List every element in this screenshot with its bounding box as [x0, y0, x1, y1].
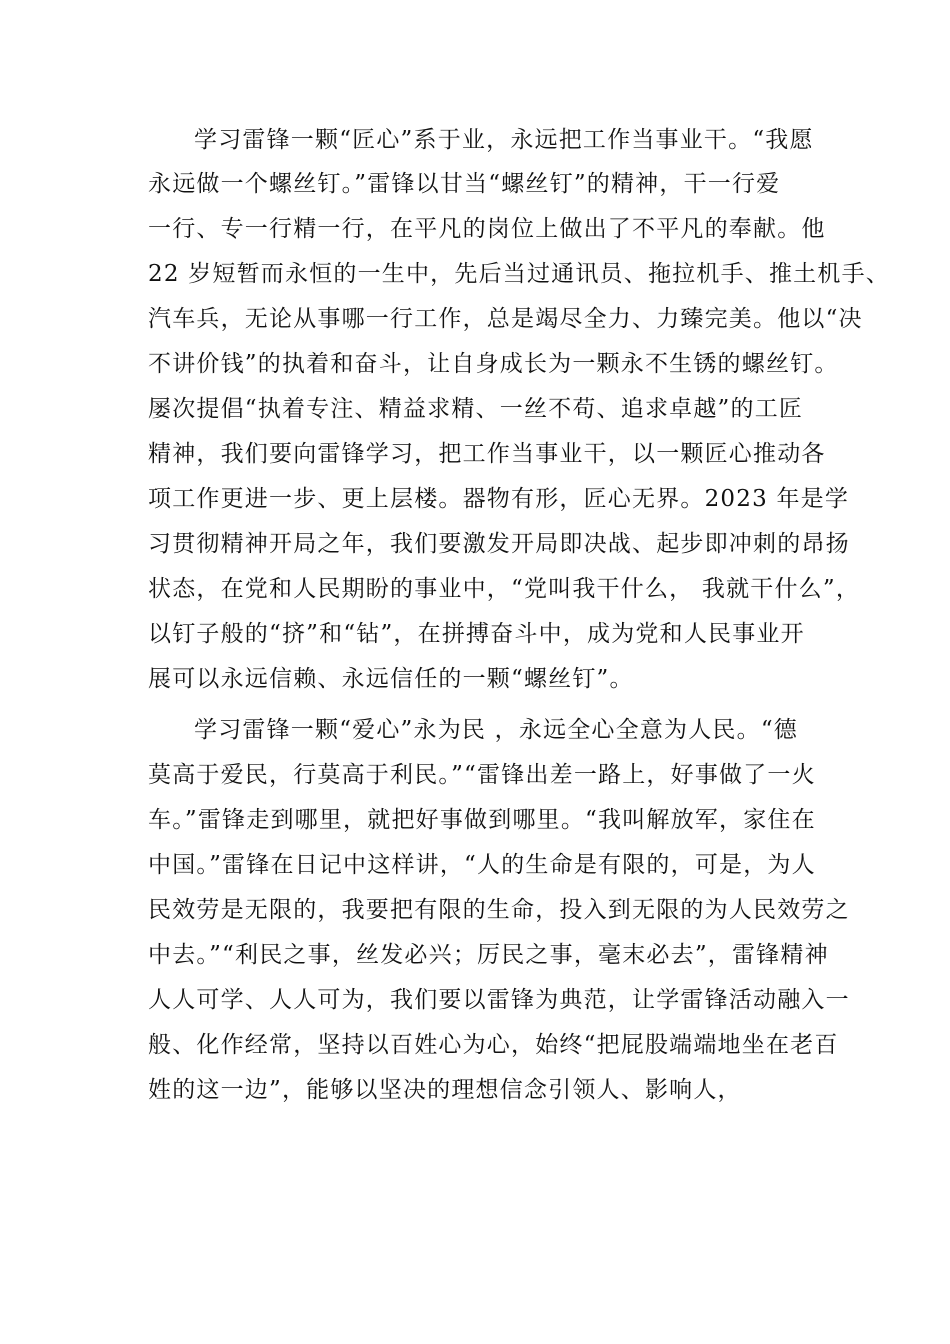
text-line: 车。”雷锋走到哪里，就把好事做到哪里。“我叫解放军，家住在 [148, 807, 816, 833]
text-line: 以钉子般的“挤”和“钻”，在拼搏奋斗中，成为党和人民事业开 [148, 621, 805, 647]
text-line: 莫高于爱民，行莫高于利民。”“雷锋出差一路上，好事做了一火 [148, 762, 816, 788]
text-line: 项工作更进一步、更上层楼。器物有形，匠心无界。2023 年是学 [148, 486, 850, 512]
text-line: 一行、专一行精一行，在平凡的岗位上做出了不平凡的奉献。他 [148, 216, 826, 242]
text-line: 般、化作经常，坚持以百姓心为心，始终“把屁股端端地坐在老百 [148, 1032, 839, 1058]
text-line: 汽车兵，无论从事哪一行工作，总是竭尽全力、力臻完美。他以“决 [148, 306, 863, 332]
text-line: 不讲价钱”的执着和奋斗，让自身成长为一颗永不生锈的螺丝钉。 [148, 351, 839, 377]
text-line: 习贯彻精神开局之年，我们要激发开局即决战、起步即冲刺的昂扬 [148, 531, 850, 557]
text-line: 22 岁短暂而永恒的一生中，先后当过通讯员、拖拉机手、推土机手、 [148, 261, 890, 287]
text-line: 学习雷锋一颗“匠心”系于业，永远把工作当事业干。“我愿 [194, 127, 814, 153]
text-line: 学习雷锋一颗“爱心”永为民 ，永远全心全意为人民。“德 [194, 717, 798, 743]
text-line: 屡次提倡“执着专注、精益求精、一丝不苟、追求卓越”的工匠 [148, 396, 804, 422]
text-line: 永远做一个螺丝钉。”雷锋以甘当“螺丝钉”的精神，干一行爱 [148, 171, 781, 197]
text-line: 人人可学、人人可为，我们要以雷锋为典范，让学雷锋活动融入一 [148, 987, 850, 1013]
text-line: 展可以永远信赖、永远信任的一颗“螺丝钉”。 [148, 666, 634, 692]
text-line: 状态，在党和人民期盼的事业中，“党叫我干什么， 我就干什么”， [148, 576, 861, 602]
text-line: 中去。”“利民之事，丝发必兴；厉民之事，毫末必去”，雷锋精神 [148, 942, 829, 968]
text-line: 精神，我们要向雷锋学习，把工作当事业干，以一颗匠心推动各 [148, 441, 826, 467]
text-line: 民效劳是无限的，我要把有限的生命，投入到无限的为人民效劳之 [148, 897, 850, 923]
text-line: 姓的这一边”，能够以坚决的理想信念引领人、影响人， [148, 1077, 742, 1103]
text-line: 中国。”雷锋在日记中这样讲，“人的生命是有限的，可是，为人 [148, 852, 816, 878]
